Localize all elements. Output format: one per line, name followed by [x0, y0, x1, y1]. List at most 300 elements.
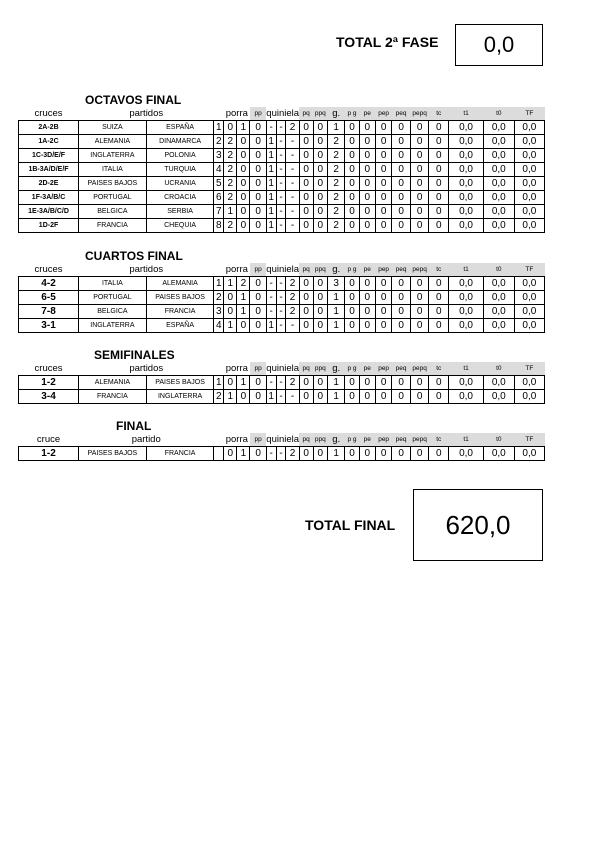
- team-b-cell: POLONIA: [146, 149, 214, 163]
- pe-cell: 0: [359, 135, 375, 149]
- quiniela-1-cell: 1: [266, 191, 276, 205]
- pg-cell: 0: [345, 219, 359, 233]
- quiniela-2-cell: -: [286, 177, 299, 191]
- col-header-partidos: partidos: [129, 362, 164, 374]
- tf-cell: 0,0: [514, 205, 545, 219]
- team-b-cell: SERBIA: [146, 205, 214, 219]
- col-header-t1: t1: [449, 107, 484, 121]
- header-row: [19, 433, 577, 447]
- porra-away-cell: 2: [237, 277, 250, 291]
- pep-cell: 0: [375, 319, 391, 333]
- porra-home-cell: 2: [224, 149, 237, 163]
- g-cell: 1: [327, 121, 344, 135]
- pepq-cell: 0: [410, 390, 429, 404]
- t1-cell: 0,0: [449, 121, 484, 135]
- g-cell: 1: [327, 376, 344, 390]
- pe-cell: 0: [359, 121, 375, 135]
- t0-cell: 0,0: [484, 191, 515, 205]
- section-title: FINAL: [116, 419, 152, 433]
- quiniela-x-cell: -: [276, 319, 286, 333]
- team-a-cell: INGLATERRA: [79, 319, 147, 333]
- tc-cell: 0: [429, 135, 449, 149]
- col-header-g: g.: [327, 107, 344, 121]
- pp-cell: 0: [250, 390, 266, 404]
- t1-cell: 0,0: [449, 177, 484, 191]
- ppq-cell: 0: [313, 121, 327, 135]
- cruce-cell: 1C-3D/E/F: [19, 149, 79, 163]
- tc-cell: 0: [429, 205, 449, 219]
- quiniela-1-cell: 1: [266, 149, 276, 163]
- col-header-tc: tc: [429, 263, 449, 277]
- pep-cell: 0: [375, 390, 391, 404]
- tc-cell: 0: [429, 376, 449, 390]
- col-header-pep: pep: [375, 107, 391, 121]
- col-header-pep: pep: [375, 263, 391, 277]
- pp-cell: 0: [250, 291, 266, 305]
- col-header-tc: tc: [429, 433, 449, 447]
- col-header-blank: [214, 362, 224, 376]
- table-row: [19, 163, 577, 177]
- table-row: [19, 121, 577, 135]
- col-header-porra: porra: [225, 362, 248, 374]
- col-header-t1: t1: [449, 263, 484, 277]
- col-header-tf: TF: [514, 362, 545, 376]
- match-number-cell: 1: [214, 376, 224, 390]
- peq-cell: 0: [392, 149, 411, 163]
- t0-cell: 0,0: [484, 163, 515, 177]
- peq-cell: 0: [392, 219, 411, 233]
- tf-cell: 0,0: [514, 376, 545, 390]
- pp-cell: 0: [250, 149, 266, 163]
- results-table: [18, 433, 577, 461]
- peq-cell: 0: [392, 163, 411, 177]
- g-cell: 2: [327, 149, 344, 163]
- pp-cell: 0: [250, 177, 266, 191]
- quiniela-x-cell: -: [276, 135, 286, 149]
- g-cell: 1: [327, 305, 344, 319]
- col-header-ppq: ppq: [313, 263, 327, 277]
- pp-cell: 0: [250, 305, 266, 319]
- col-header-cruces: cruces: [34, 107, 63, 119]
- col-header-ppq: ppq: [313, 433, 327, 447]
- pepq-cell: 0: [410, 205, 429, 219]
- col-header-t0: t0: [484, 433, 515, 447]
- pe-cell: 0: [359, 390, 375, 404]
- cruce-cell: 3-1: [19, 319, 79, 333]
- porra-home-cell: 1: [224, 319, 237, 333]
- pg-cell: 0: [345, 177, 359, 191]
- ppq-cell: 0: [313, 177, 327, 191]
- col-header-pepq: pepq: [410, 362, 429, 376]
- pg-cell: 0: [345, 205, 359, 219]
- g-cell: 2: [327, 205, 344, 219]
- tf-cell: 0,0: [514, 149, 545, 163]
- tf-cell: 0,0: [514, 135, 545, 149]
- col-header-pg: p g: [345, 362, 359, 376]
- quiniela-1-cell: -: [266, 447, 276, 461]
- pepq-cell: 0: [410, 135, 429, 149]
- team-a-cell: ALEMANIA: [79, 135, 147, 149]
- col-header-peq: peq: [392, 362, 411, 376]
- tf-cell: 0,0: [514, 291, 545, 305]
- g-cell: 2: [327, 177, 344, 191]
- pepq-cell: 0: [410, 219, 429, 233]
- porra-away-cell: 0: [237, 319, 250, 333]
- pp-cell: 0: [250, 191, 266, 205]
- quiniela-1-cell: -: [266, 376, 276, 390]
- col-header-pep: pep: [375, 433, 391, 447]
- ppq-cell: 0: [313, 205, 327, 219]
- tf-cell: 0,0: [514, 177, 545, 191]
- t0-cell: 0,0: [484, 219, 515, 233]
- total-fase-value: 0,0: [455, 24, 543, 66]
- tc-cell: 0: [429, 305, 449, 319]
- pq-cell: 0: [299, 205, 313, 219]
- team-b-cell: DINAMARCA: [146, 135, 214, 149]
- col-header-g: g.: [327, 433, 344, 447]
- tc-cell: 0: [429, 447, 449, 461]
- pp-cell: 0: [250, 319, 266, 333]
- table-row: [19, 135, 577, 149]
- pep-cell: 0: [375, 291, 391, 305]
- porra-home-cell: 0: [224, 291, 237, 305]
- tc-cell: 0: [429, 177, 449, 191]
- quiniela-x-cell: -: [276, 177, 286, 191]
- pg-cell: 0: [345, 291, 359, 305]
- col-header-ppq: ppq: [313, 107, 327, 121]
- cruce-cell: 1E-3A/B/C/D: [19, 205, 79, 219]
- col-header-quiniela: quiniela: [266, 433, 300, 445]
- match-number-cell: 6: [214, 191, 224, 205]
- g-cell: 2: [327, 135, 344, 149]
- t1-cell: 0,0: [449, 390, 484, 404]
- team-b-cell: ESPAÑA: [146, 319, 214, 333]
- team-a-cell: PORTUGAL: [79, 291, 147, 305]
- t1-cell: 0,0: [449, 149, 484, 163]
- porra-away-cell: 0: [237, 205, 250, 219]
- tc-cell: 0: [429, 291, 449, 305]
- pq-cell: 0: [299, 219, 313, 233]
- pq-cell: 0: [299, 121, 313, 135]
- pg-cell: 0: [345, 305, 359, 319]
- tf-cell: 0,0: [514, 277, 545, 291]
- team-b-cell: CROACIA: [146, 191, 214, 205]
- pepq-cell: 0: [410, 277, 429, 291]
- porra-away-cell: 1: [237, 376, 250, 390]
- col-header-tf: TF: [514, 107, 545, 121]
- results-table: [18, 107, 577, 233]
- pep-cell: 0: [375, 135, 391, 149]
- cruce-cell: 6-5: [19, 291, 79, 305]
- match-number-cell: 1: [214, 277, 224, 291]
- pe-cell: 0: [359, 277, 375, 291]
- pe-cell: 0: [359, 149, 375, 163]
- pep-cell: 0: [375, 121, 391, 135]
- t1-cell: 0,0: [449, 191, 484, 205]
- pq-cell: 0: [299, 291, 313, 305]
- team-a-cell: PAISES BAJOS: [79, 447, 147, 461]
- t0-cell: 0,0: [484, 447, 515, 461]
- porra-home-cell: 2: [224, 177, 237, 191]
- match-number-cell: 1: [214, 121, 224, 135]
- ppq-cell: 0: [313, 305, 327, 319]
- match-number-cell: 2: [214, 390, 224, 404]
- ppq-cell: 0: [313, 376, 327, 390]
- tc-cell: 0: [429, 191, 449, 205]
- team-b-cell: CHEQUIA: [146, 219, 214, 233]
- pg-cell: 0: [345, 191, 359, 205]
- match-number-cell: 8: [214, 219, 224, 233]
- quiniela-2-cell: -: [286, 135, 299, 149]
- col-header-tf: TF: [514, 433, 545, 447]
- col-header-quiniela: quiniela: [266, 263, 300, 275]
- tf-cell: 0,0: [514, 191, 545, 205]
- porra-home-cell: 0: [224, 447, 237, 461]
- porra-home-cell: 1: [224, 277, 237, 291]
- quiniela-2-cell: 2: [286, 305, 299, 319]
- match-number-cell: 2: [214, 135, 224, 149]
- quiniela-1-cell: -: [266, 121, 276, 135]
- quiniela-x-cell: -: [276, 291, 286, 305]
- pq-cell: 0: [299, 447, 313, 461]
- col-header-cruces: cruces: [34, 362, 63, 374]
- t1-cell: 0,0: [449, 305, 484, 319]
- porra-away-cell: 0: [237, 177, 250, 191]
- team-a-cell: BELGICA: [79, 305, 147, 319]
- pe-cell: 0: [359, 319, 375, 333]
- pq-cell: 0: [299, 305, 313, 319]
- col-header-t1: t1: [449, 362, 484, 376]
- col-header-pq: pq: [299, 263, 313, 277]
- col-header-quiniela: quiniela: [266, 362, 300, 374]
- quiniela-x-cell: -: [276, 163, 286, 177]
- col-header-t0: t0: [484, 263, 515, 277]
- table-row: [19, 277, 577, 291]
- t1-cell: 0,0: [449, 376, 484, 390]
- col-header-ppq: ppq: [313, 362, 327, 376]
- porra-away-cell: 1: [237, 447, 250, 461]
- table-row: [19, 191, 577, 205]
- porra-home-cell: 0: [224, 376, 237, 390]
- total-final-value: 620,0: [413, 489, 543, 561]
- g-cell: 1: [327, 291, 344, 305]
- peq-cell: 0: [392, 121, 411, 135]
- col-header-g: g.: [327, 362, 344, 376]
- section-title: SEMIFINALES: [94, 348, 175, 362]
- col-header-pg: p g: [345, 263, 359, 277]
- porra-away-cell: 0: [237, 135, 250, 149]
- t1-cell: 0,0: [449, 205, 484, 219]
- pq-cell: 0: [299, 319, 313, 333]
- pe-cell: 0: [359, 191, 375, 205]
- col-header-pe: pe: [359, 107, 375, 121]
- header-row: [19, 107, 577, 121]
- tf-cell: 0,0: [514, 390, 545, 404]
- cruce-cell: 2D-2E: [19, 177, 79, 191]
- col-header-pe: pe: [359, 433, 375, 447]
- pq-cell: 0: [299, 135, 313, 149]
- peq-cell: 0: [392, 447, 411, 461]
- team-a-cell: SUIZA: [79, 121, 147, 135]
- pe-cell: 0: [359, 305, 375, 319]
- table-row: [19, 376, 577, 390]
- pepq-cell: 0: [410, 291, 429, 305]
- match-number-cell: 4: [214, 163, 224, 177]
- pepq-cell: 0: [410, 121, 429, 135]
- col-header-peq: peq: [392, 433, 411, 447]
- quiniela-2-cell: 2: [286, 291, 299, 305]
- col-header-pepq: pepq: [410, 263, 429, 277]
- tf-cell: 0,0: [514, 319, 545, 333]
- team-a-cell: ITALIA: [79, 277, 147, 291]
- team-b-cell: UCRANIA: [146, 177, 214, 191]
- peq-cell: 0: [392, 390, 411, 404]
- porra-home-cell: 0: [224, 121, 237, 135]
- tc-cell: 0: [429, 390, 449, 404]
- col-header-t0: t0: [484, 107, 515, 121]
- pq-cell: 0: [299, 177, 313, 191]
- cruce-cell: 1F-3A/B/C: [19, 191, 79, 205]
- tf-cell: 0,0: [514, 163, 545, 177]
- col-header-t1: t1: [449, 433, 484, 447]
- col-header-pp: pp: [250, 362, 266, 376]
- quiniela-1-cell: -: [266, 305, 276, 319]
- peq-cell: 0: [392, 376, 411, 390]
- table-row: [19, 149, 577, 163]
- pp-cell: 0: [250, 376, 266, 390]
- tf-cell: 0,0: [514, 305, 545, 319]
- team-a-cell: PAISES BAJOS: [79, 177, 147, 191]
- quiniela-1-cell: 1: [266, 390, 276, 404]
- quiniela-2-cell: 2: [286, 447, 299, 461]
- col-header-pg: p g: [345, 107, 359, 121]
- col-header-pep: pep: [375, 362, 391, 376]
- team-a-cell: FRANCIA: [79, 390, 147, 404]
- g-cell: 3: [327, 277, 344, 291]
- pep-cell: 0: [375, 447, 391, 461]
- peq-cell: 0: [392, 319, 411, 333]
- pg-cell: 0: [345, 277, 359, 291]
- pe-cell: 0: [359, 447, 375, 461]
- cruce-cell: 7-8: [19, 305, 79, 319]
- col-header-tc: tc: [429, 362, 449, 376]
- porra-away-cell: 1: [237, 121, 250, 135]
- ppq-cell: 0: [313, 319, 327, 333]
- quiniela-x-cell: -: [276, 121, 286, 135]
- col-header-pp: pp: [250, 263, 266, 277]
- t1-cell: 0,0: [449, 447, 484, 461]
- quiniela-2-cell: 2: [286, 121, 299, 135]
- quiniela-x-cell: -: [276, 191, 286, 205]
- pep-cell: 0: [375, 277, 391, 291]
- ppq-cell: 0: [313, 163, 327, 177]
- col-header-tf: TF: [514, 263, 545, 277]
- pp-cell: 0: [250, 121, 266, 135]
- porra-away-cell: 1: [237, 291, 250, 305]
- pepq-cell: 0: [410, 376, 429, 390]
- table-row: [19, 390, 577, 404]
- pq-cell: 0: [299, 149, 313, 163]
- pg-cell: 0: [345, 135, 359, 149]
- quiniela-1-cell: 1: [266, 219, 276, 233]
- quiniela-1-cell: -: [266, 291, 276, 305]
- table-row: [19, 447, 577, 461]
- pg-cell: 0: [345, 163, 359, 177]
- col-header-pp: pp: [250, 107, 266, 121]
- g-cell: 2: [327, 191, 344, 205]
- cruce-cell: 1-2: [19, 376, 79, 390]
- peq-cell: 0: [392, 291, 411, 305]
- porra-away-cell: 0: [237, 390, 250, 404]
- pg-cell: 0: [345, 447, 359, 461]
- porra-home-cell: 2: [224, 135, 237, 149]
- col-header-partidos: partidos: [129, 107, 164, 119]
- cruce-cell: 3-4: [19, 390, 79, 404]
- quiniela-1-cell: 1: [266, 177, 276, 191]
- tc-cell: 0: [429, 219, 449, 233]
- match-number-cell: 5: [214, 177, 224, 191]
- quiniela-2-cell: -: [286, 219, 299, 233]
- header-row: [19, 362, 577, 376]
- col-header-t0: t0: [484, 362, 515, 376]
- col-header-partidos: partidos: [129, 263, 164, 275]
- t0-cell: 0,0: [484, 135, 515, 149]
- t0-cell: 0,0: [484, 177, 515, 191]
- table-row: [19, 205, 577, 219]
- g-cell: 1: [327, 390, 344, 404]
- cruce-cell: 1B-3A/D/E/F: [19, 163, 79, 177]
- team-b-cell: INGLATERRA: [146, 390, 214, 404]
- col-header-blank: [214, 107, 224, 121]
- team-a-cell: PORTUGAL: [79, 191, 147, 205]
- tf-cell: 0,0: [514, 447, 545, 461]
- quiniela-x-cell: -: [276, 390, 286, 404]
- porra-away-cell: 0: [237, 149, 250, 163]
- t0-cell: 0,0: [484, 291, 515, 305]
- col-header-partidos: partido: [131, 433, 161, 445]
- col-header-pe: pe: [359, 263, 375, 277]
- pq-cell: 0: [299, 277, 313, 291]
- pep-cell: 0: [375, 191, 391, 205]
- pep-cell: 0: [375, 177, 391, 191]
- quiniela-2-cell: -: [286, 163, 299, 177]
- match-number-cell: [214, 447, 224, 461]
- col-header-cruces: cruce: [36, 433, 61, 445]
- quiniela-2-cell: -: [286, 191, 299, 205]
- quiniela-x-cell: -: [276, 219, 286, 233]
- quiniela-2-cell: 2: [286, 376, 299, 390]
- team-b-cell: PAISES BAJOS: [146, 291, 214, 305]
- col-header-blank: [214, 433, 224, 447]
- g-cell: 1: [327, 447, 344, 461]
- table-row: [19, 291, 577, 305]
- ppq-cell: 0: [313, 191, 327, 205]
- pepq-cell: 0: [410, 149, 429, 163]
- col-header-blank: [214, 263, 224, 277]
- quiniela-x-cell: -: [276, 149, 286, 163]
- col-header-pg: p g: [345, 433, 359, 447]
- tc-cell: 0: [429, 277, 449, 291]
- pepq-cell: 0: [410, 447, 429, 461]
- g-cell: 2: [327, 219, 344, 233]
- porra-home-cell: 2: [224, 191, 237, 205]
- section-title: CUARTOS FINAL: [85, 249, 183, 263]
- pe-cell: 0: [359, 177, 375, 191]
- match-number-cell: 3: [214, 305, 224, 319]
- col-header-porra: porra: [225, 433, 248, 445]
- t0-cell: 0,0: [484, 121, 515, 135]
- porra-home-cell: 2: [224, 163, 237, 177]
